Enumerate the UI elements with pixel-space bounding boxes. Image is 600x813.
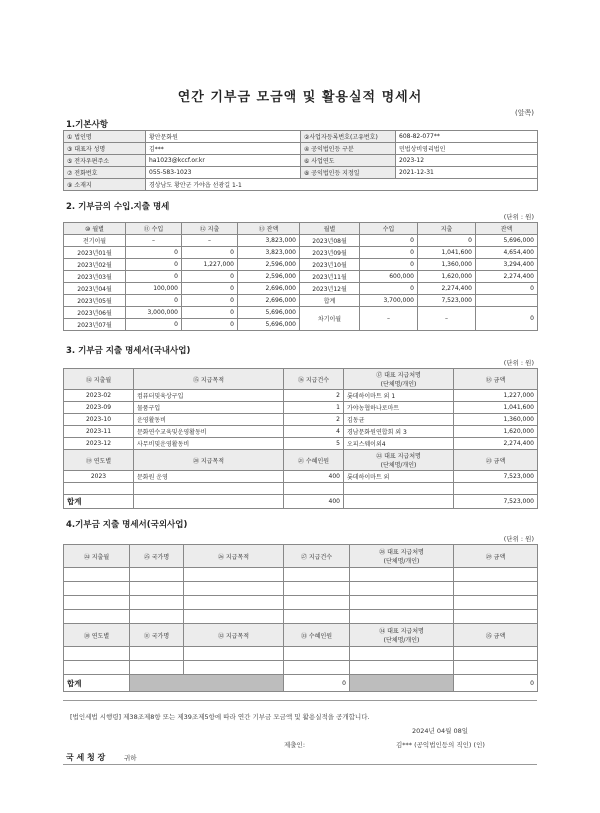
month-cell: 2023년09월 <box>300 247 360 259</box>
amount-cell: 1,041,600 <box>454 402 538 414</box>
table-row <box>64 426 538 438</box>
value-cell: 0 <box>360 247 418 259</box>
header-cell: ㉔ 지출월 <box>64 545 130 568</box>
value-cell: 608-82-077** <box>396 131 538 143</box>
month-cell: 2023년05월 <box>64 295 126 307</box>
recipient-suffix: 귀하 <box>124 754 137 762</box>
value-cell: 0 <box>418 235 476 247</box>
purpose-cell: 문화연수교육및운영활동비 <box>134 426 284 438</box>
value-cell: 2,596,000 <box>238 259 300 271</box>
header-subtext: (단체명/개인) <box>383 558 420 565</box>
payee-cell: 롯데하이마트 외 1 <box>344 390 454 402</box>
value-cell: 0 <box>182 307 238 319</box>
total-expense-cell: 7,523,000 <box>418 295 476 307</box>
payee-cell: 오피스웨이외4 <box>344 438 454 450</box>
table-row <box>64 661 538 675</box>
table-row <box>64 596 538 610</box>
value-cell: 0 <box>182 247 238 259</box>
header-cell: ⑳ 지급목적 <box>134 450 284 471</box>
month-cell: 2023년03월 <box>64 271 126 283</box>
table-total-row <box>64 675 538 692</box>
label-cell: ④ 공익법인등 구분 <box>301 143 396 155</box>
header-subtext: (단체명/개인) <box>380 462 417 469</box>
section-3-title: 3. 기부금 지출 명세서(국내사업) <box>66 346 191 356</box>
value-cell: 5,696,000 <box>476 235 538 247</box>
total-count-cell: 0 <box>284 675 350 692</box>
footer-bottom-line <box>63 764 537 765</box>
payee-cell: 김동균 <box>344 414 454 426</box>
count-cell: 4 <box>284 426 344 438</box>
value-cell: 민법상비영리법인 <box>396 143 538 155</box>
value-cell: 1,360,000 <box>418 259 476 271</box>
amount-cell: 1,360,000 <box>454 414 538 426</box>
value-cell: 0 <box>126 259 182 271</box>
shaded-cell <box>130 675 284 692</box>
purpose-cell: 문화원 운영 <box>134 471 284 483</box>
purpose-cell: 물품구입 <box>134 402 284 414</box>
header-cell <box>344 450 454 471</box>
table-header-row <box>64 369 538 390</box>
recipient-office: 국 세 청 장 <box>66 753 106 762</box>
header-cell: 지출 <box>418 223 476 235</box>
amount-cell: 2,274,400 <box>454 438 538 450</box>
count-cell: 1 <box>284 402 344 414</box>
header-cell: 수입 <box>360 223 418 235</box>
shaded-cell <box>350 675 454 692</box>
value-cell: 0 <box>476 307 538 331</box>
header-cell: ⑮ 지급목적 <box>134 369 284 390</box>
month-cell: 2023년06월 <box>64 307 126 319</box>
count-cell: 2 <box>284 414 344 426</box>
value-cell: 0 <box>182 319 238 331</box>
table-row <box>64 582 538 596</box>
header-cell: ㉓ 금액 <box>454 450 538 471</box>
table-row <box>64 610 538 624</box>
section-4-title: 4.기부금 지출 명세서(국외사업) <box>66 520 188 530</box>
amount-cell: 7,523,000 <box>454 471 538 483</box>
value-cell: – <box>360 307 418 331</box>
month-cell: 2023년08월 <box>300 235 360 247</box>
footer-divider <box>63 700 537 701</box>
month-cell: 2023년11월 <box>300 271 360 283</box>
total-label-cell: 합계 <box>64 495 134 509</box>
section-2-title: 2. 기부금의 수입.지출 명세 <box>66 202 170 212</box>
value-cell: 5,696,000 <box>238 307 300 319</box>
value-cell: 4,654,400 <box>476 247 538 259</box>
table-row <box>64 143 538 155</box>
month-cell: 2023년10월 <box>300 259 360 271</box>
payee-cell: 경남문화원연합회 외 3 <box>344 426 454 438</box>
table-total-row <box>64 495 538 509</box>
submitter-name: 김*** (공익법인등의 직인) (인) <box>396 741 485 749</box>
value-cell: 0 <box>182 295 238 307</box>
value-cell: 3,823,000 <box>238 235 300 247</box>
carry-label-cell: 차기이월 <box>300 307 360 331</box>
total-amount-cell: 0 <box>454 675 538 692</box>
header-subtext: (단체명/개인) <box>383 637 420 644</box>
value-cell: 2023-12 <box>396 155 538 167</box>
month-cell: 2023년07월 <box>64 319 126 331</box>
value-cell: 0 <box>126 247 182 259</box>
header-cell: ㉖ 지급목적 <box>184 545 284 568</box>
count-cell: 400 <box>284 471 344 483</box>
unit-label: (단위 : 원) <box>503 213 534 221</box>
value-cell: 0 <box>126 319 182 331</box>
month-cell: 2023-09 <box>64 402 134 414</box>
label-cell: ⑨ 소재지 <box>64 179 146 191</box>
value-cell: ha1023@kccf.or.kr <box>146 155 301 167</box>
section-1-title: 1.기본사항 <box>66 120 108 130</box>
count-cell: 5 <box>284 438 344 450</box>
header-text: ㉞ 대표 지급처명 <box>379 628 424 635</box>
header-text: ㉒ 대표 지급처명 <box>376 453 421 460</box>
value-cell: 3,294,400 <box>476 259 538 271</box>
empty-cell <box>476 295 538 307</box>
table-row <box>64 647 538 661</box>
table-row <box>64 483 538 495</box>
label-cell: ⑥ 사업연도 <box>301 155 396 167</box>
value-cell: 2,274,400 <box>418 283 476 295</box>
table-row <box>64 390 538 402</box>
table-row <box>64 179 538 191</box>
header-cell: 잔액 <box>476 223 538 235</box>
unit-label: (단위 : 원) <box>503 359 534 367</box>
table-header-row <box>64 223 538 235</box>
header-cell: ⑲ 연도별 <box>64 450 134 471</box>
value-cell: 100,000 <box>126 283 182 295</box>
table-row <box>64 131 538 143</box>
month-cell: 2023년04월 <box>64 283 126 295</box>
value-cell: 2,696,000 <box>238 283 300 295</box>
value-cell: 황안문화원 <box>146 131 301 143</box>
header-cell: ⑭ 지출월 <box>64 369 134 390</box>
month-cell: 2023-02 <box>64 390 134 402</box>
table-row <box>64 438 538 450</box>
value-cell: – <box>126 235 182 247</box>
label-cell: ③ 대표자 성명 <box>64 143 146 155</box>
month-cell: 2023년01월 <box>64 247 126 259</box>
header-cell: ⑫ 지출 <box>182 223 238 235</box>
month-cell: 2023년02월 <box>64 259 126 271</box>
header-cell: ⑯ 지급건수 <box>284 369 344 390</box>
table-row <box>64 414 538 426</box>
value-cell: 5,696,000 <box>238 319 300 331</box>
header-cell: ㉙ 금액 <box>454 545 538 568</box>
purpose-cell: 사무비및운영활동비 <box>134 438 284 450</box>
table-header-row <box>64 624 538 647</box>
table-row <box>64 471 538 483</box>
header-text: ㉘ 대표 지급처명 <box>379 549 424 556</box>
table-row <box>64 295 538 307</box>
page-mark: (앞쪽) <box>515 109 534 117</box>
label-cell: ②사업자등록번호(고유번호) <box>301 131 396 143</box>
table-row <box>64 402 538 414</box>
table-row <box>64 247 538 259</box>
table-row <box>64 155 538 167</box>
value-cell: 1,041,600 <box>418 247 476 259</box>
legal-note: [법인세법 시행령] 제38조제8항 또는 제39조제5항에 따라 연간 기부금 모금액 및 활용실적을 공개합니다. <box>70 713 370 721</box>
table-row <box>64 167 538 179</box>
value-cell: 0 <box>360 259 418 271</box>
payee-cell: 가야농협하나로마트 <box>344 402 454 414</box>
purpose-cell: 컴퓨터및육상구입 <box>134 390 284 402</box>
header-cell: 월별 <box>300 223 360 235</box>
header-text: ⑰ 대표 지급처명 <box>376 372 421 379</box>
table-row <box>64 307 538 319</box>
header-cell: ㉗ 지급건수 <box>284 545 350 568</box>
label-cell: ⑤ 전자우편주소 <box>64 155 146 167</box>
label-cell: ① 법인명 <box>64 131 146 143</box>
header-cell: ㉚ 연도별 <box>64 624 130 647</box>
table-header-row <box>64 450 538 471</box>
purpose-cell: 운영활동비 <box>134 414 284 426</box>
value-cell: 0 <box>126 295 182 307</box>
unit-label: (단위 : 원) <box>503 535 534 543</box>
year-cell: 2023 <box>64 471 134 483</box>
value-cell: 0 <box>126 271 182 283</box>
total-income-cell: 3,700,000 <box>360 295 418 307</box>
header-cell: ㉑ 수혜인원 <box>284 450 344 471</box>
table-row <box>64 568 538 582</box>
table-header-row <box>64 545 538 568</box>
value-cell: 3,000,000 <box>126 307 182 319</box>
header-cell: ⑪ 수입 <box>126 223 182 235</box>
value-cell: 0 <box>360 283 418 295</box>
header-cell: ⑩ 월별 <box>64 223 126 235</box>
value-cell: – <box>418 307 476 331</box>
document-title: 연간 기부금 모금액 및 활용실적 명세서 <box>177 90 423 105</box>
header-subtext: (단체명/개인) <box>380 381 417 388</box>
value-cell: 1,227,000 <box>182 259 238 271</box>
header-cell: ㉛ 국가명 <box>130 624 184 647</box>
basic-info-table <box>63 130 538 191</box>
value-cell: 0 <box>476 283 538 295</box>
value-cell: 김*** <box>146 143 301 155</box>
header-cell <box>350 624 454 647</box>
value-cell: 1,620,000 <box>418 271 476 283</box>
value-cell: 0 <box>360 235 418 247</box>
table-row <box>64 235 538 247</box>
value-cell: 3,823,000 <box>238 247 300 259</box>
value-cell: – <box>182 235 238 247</box>
header-cell <box>350 545 454 568</box>
label-cell: ⑧ 공익법인등 지정일 <box>301 167 396 179</box>
value-cell: 2,274,400 <box>476 271 538 283</box>
total-amount-cell: 7,523,000 <box>454 495 538 509</box>
month-cell: 2023-12 <box>64 438 134 450</box>
table-row <box>64 271 538 283</box>
header-cell: ㉜ 지급목적 <box>184 624 284 647</box>
month-cell: 전기이월 <box>64 235 126 247</box>
value-cell: 0 <box>182 271 238 283</box>
domestic-expense-table <box>63 368 538 509</box>
income-expense-table <box>63 222 538 331</box>
month-cell: 2023-10 <box>64 414 134 426</box>
value-cell: 2021-12-31 <box>396 167 538 179</box>
header-cell <box>344 369 454 390</box>
payee-cell: 롯데하이마트 외 <box>344 471 454 483</box>
value-cell: 경상남도 황안군 가야읍 선광길 1-1 <box>146 179 538 191</box>
submit-date: 2024년 04월 08일 <box>412 727 469 735</box>
label-cell: ⑦ 전화번호 <box>64 167 146 179</box>
header-cell: ㉕ 국가명 <box>130 545 184 568</box>
table-row <box>64 259 538 271</box>
month-cell: 2023년12월 <box>300 283 360 295</box>
value-cell: 2,696,000 <box>238 295 300 307</box>
overseas-expense-table <box>63 544 538 692</box>
total-label-cell: 합계 <box>300 295 360 307</box>
count-cell: 2 <box>284 390 344 402</box>
value-cell: 2,596,000 <box>238 271 300 283</box>
amount-cell: 1,227,000 <box>454 390 538 402</box>
submitter-label: 제출인: <box>284 741 306 749</box>
total-count-cell: 400 <box>284 495 344 509</box>
header-cell: ㉟ 금액 <box>454 624 538 647</box>
table-row <box>64 283 538 295</box>
value-cell: 600,000 <box>360 271 418 283</box>
header-cell: ⑱ 금액 <box>454 369 538 390</box>
header-cell: ㉝ 수혜인원 <box>284 624 350 647</box>
total-label-cell: 합계 <box>64 675 130 692</box>
value-cell: 0 <box>182 283 238 295</box>
month-cell: 2023-11 <box>64 426 134 438</box>
value-cell: 055-583-1023 <box>146 167 301 179</box>
amount-cell: 1,620,000 <box>454 426 538 438</box>
header-cell: ⑬ 잔액 <box>238 223 300 235</box>
